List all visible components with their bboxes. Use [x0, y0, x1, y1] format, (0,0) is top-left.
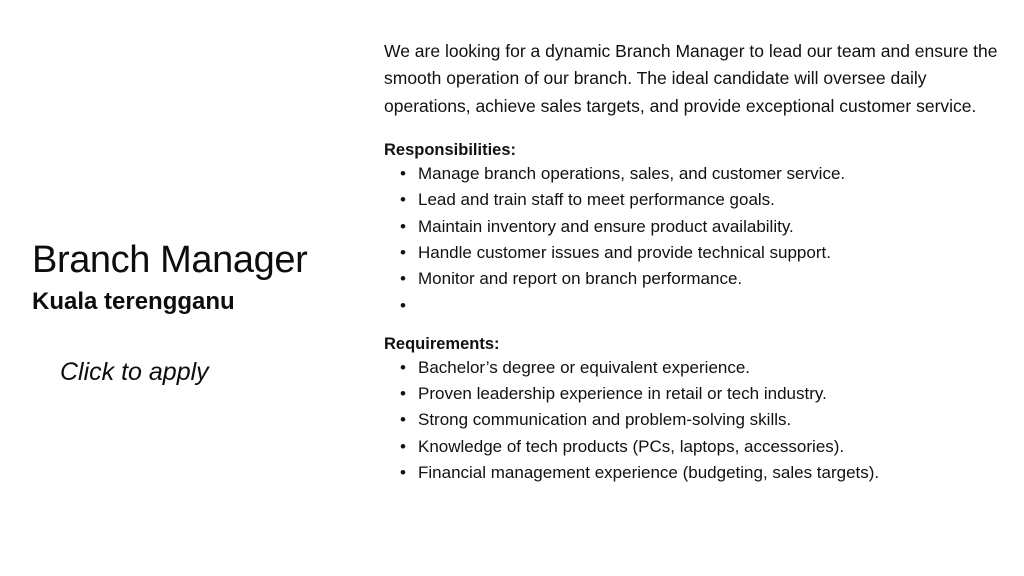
- list-item: • Proven leadership experience in retail or tech industry.: [384, 381, 1004, 407]
- list-item: • Lead and train staff to meet performance goals.: [384, 187, 1004, 213]
- job-description-panel: [384, 38, 1004, 486]
- requirements-heading: Requirements:: [384, 334, 500, 353]
- page-title: Branch Manager: [32, 239, 308, 281]
- list-item: • Strong communication and problem-solving skills.: [384, 407, 1004, 433]
- list-item: • Maintain inventory and ensure product availability.: [384, 214, 1004, 240]
- responsibilities-heading: Responsibilities:: [384, 140, 517, 159]
- job-intro-text: We are looking for a dynamic Branch Manager to lead our team and ensure the smooth operation of our branch. The ideal candidate will oversee daily operations, achieve sales targets, and provide exceptional customer service.: [384, 41, 998, 116]
- list-item: • Manage branch operations, sales, and customer service.: [384, 161, 1004, 187]
- list-item: • Handle customer issues and provide technical support.: [384, 240, 1004, 266]
- list-item: • Bachelor’s degree or equivalent experience.: [384, 355, 1004, 381]
- click-to-apply-link[interactable]: Click to apply: [60, 358, 209, 386]
- list-item: • Financial management experience (budgeting, sales targets).: [384, 460, 1004, 486]
- responsibilities-list: [384, 161, 1004, 314]
- list-item: • Knowledge of tech products (PCs, laptops, accessories).: [384, 434, 1004, 460]
- job-location: Kuala terengganu: [32, 288, 235, 315]
- job-summary-panel: [0, 0, 370, 576]
- list-item: [384, 293, 1004, 314]
- list-item: • Monitor and report on branch performance.: [384, 266, 1004, 292]
- requirements-list: [384, 355, 1004, 487]
